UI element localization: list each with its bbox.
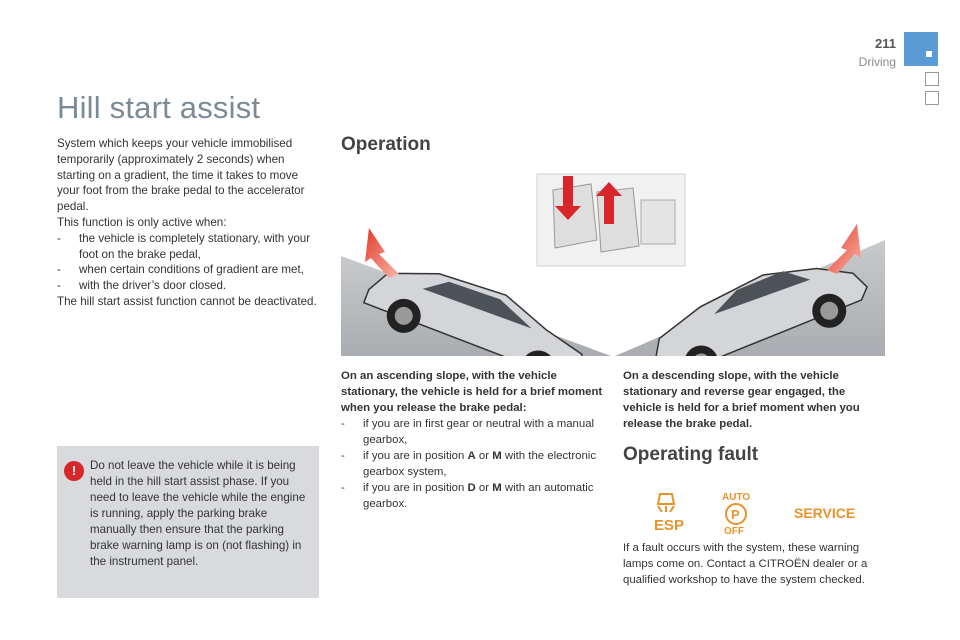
- page-number: 211: [875, 36, 896, 51]
- descending-lead: On a descending slope, with the vehicle stationary and reverse gear engaged, the vehicle is held for a brief moment when you release the brake pedal.: [623, 370, 860, 430]
- list-item: - if you are in position D or M with an automatic gearbox.: [341, 482, 594, 510]
- list-item: - if you are in first gear or neutral with a manual gearbox,: [341, 418, 595, 446]
- list-item: - the vehicle is completely stationary, with your foot on the brake pedal,: [57, 231, 311, 261]
- esp-label: ESP: [654, 517, 685, 534]
- hill-illustration: [341, 170, 885, 356]
- list-item: - when certain conditions of gradient are met,: [57, 263, 304, 277]
- warning-icon: !: [64, 461, 84, 481]
- list-item: - if you are in position A or M with the electronic gearbox system,: [341, 450, 597, 478]
- fault-text: If a fault occurs with the system, these warning lamps come on. Contact a CITROËN dealer or a qualified workshop to have the system checked.: [623, 542, 868, 586]
- pedal-inset: [537, 174, 685, 266]
- list-item: - with the driver’s door closed.: [57, 279, 227, 293]
- ascending-lead: On an ascending slope, with the vehicle stationary, the vehicle is held for a brief moment when you release the brake pedal:: [341, 370, 603, 414]
- warning-text: Do not leave the vehicle while it is being held in the hill start assist phase. If you need to leave the vehicle while the engine is running, apply the parking brake manually then ensure that the parking brake warning lamp is on (not flashing) in the instrument panel.: [90, 459, 306, 568]
- service-label: SERVICE: [794, 505, 856, 521]
- operation-heading: Operation: [341, 134, 431, 155]
- intro-text: [57, 136, 319, 310]
- intro-paragraph: The hill start assist function cannot be deactivated.: [57, 294, 317, 308]
- chapter-tab: [925, 91, 939, 105]
- esp-lamp-icon: [654, 494, 684, 534]
- p-label: P: [731, 507, 740, 522]
- intro-paragraph: System which keeps your vehicle immobilised temporarily (approximately 2 seconds) when starting on a gradient, the time it takes to move your foot from the brake pedal to the accelerator pedal.: [57, 137, 305, 214]
- chapter-tab-active: [904, 32, 938, 66]
- warning-lamps: [650, 490, 890, 534]
- auto-p-off-lamp-icon: [722, 492, 750, 534]
- page-title: Hill start assist: [57, 90, 261, 125]
- intro-paragraph: This function is only active when:: [57, 215, 227, 229]
- off-label: OFF: [724, 526, 744, 534]
- fault-heading: Operating fault: [623, 444, 759, 465]
- service-lamp-icon: [794, 505, 855, 521]
- auto-label: AUTO: [722, 492, 751, 503]
- ascending-section: [341, 368, 603, 512]
- descending-section: [623, 368, 885, 432]
- section-label: Driving: [858, 55, 896, 69]
- chapter-tab: [925, 72, 939, 86]
